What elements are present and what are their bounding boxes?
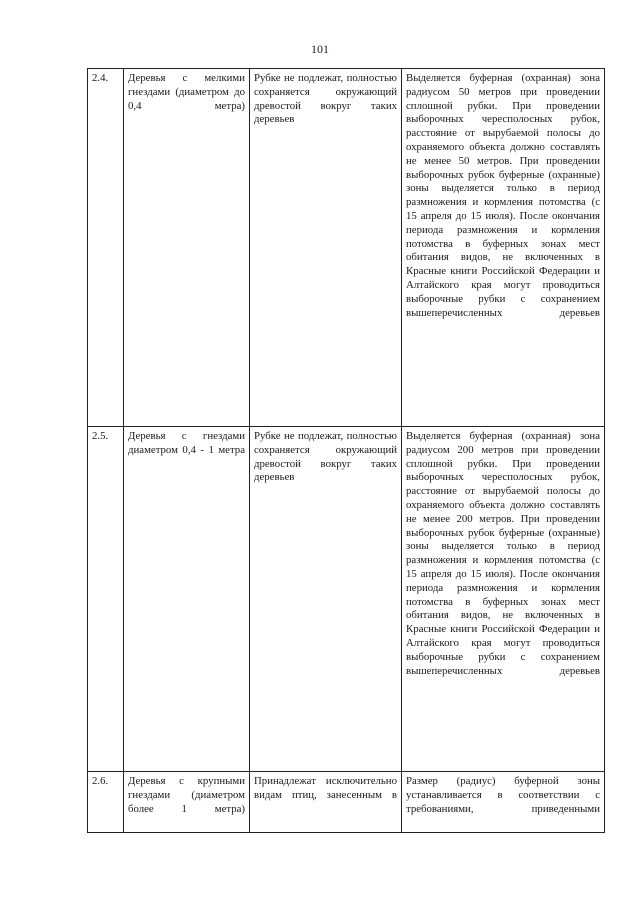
rule-cell: Принадлежат исключительно видам птиц, занесенным в xyxy=(250,772,402,833)
rule-cell: Рубке не подлежат, полностью сохраняется окружающий древостой вокруг таких деревьев xyxy=(250,427,402,772)
object-cell: Деревья с гнездами диаметром 0,4 - 1 метра xyxy=(124,427,250,772)
rule-cell: Рубке не подлежат, полностью сохраняется окружающий древостой вокруг таких деревьев xyxy=(250,69,402,427)
row-number: 2.4. xyxy=(88,69,124,427)
row-number: 2.6. xyxy=(88,772,124,833)
object-cell: Деревья с мелкими гнездами (диаметром до 0,4 метра) xyxy=(124,69,250,427)
requirement-cell: Выделяется буферная (охранная) зона радиусом 50 метров при проведении сплошной рубки. При проведении выборочных чересполосных рубок, расстояние от вырубаемой полосы до охраняемого объекта должно составлять не менее 50 метров. При проведении выборочных рубок буферные (охранные) зоны выделяется только в период размножения и кормления потомства (с 15 апреля до 15 июля). После окончания периода размножения и кормления потомства в буферных зонах мест обитания видов, не включенных в Красные книги Российской Федерации и Алтайского края могут проводиться выборочные рубки с сохранением вышеперечисленных деревьев xyxy=(402,69,605,427)
requirement-cell: Размер (радиус) буферной зоны устанавливается в соответствии с требованиями, приведенными xyxy=(402,772,605,833)
table-row xyxy=(88,427,605,772)
table-row xyxy=(88,69,605,427)
table-row xyxy=(88,772,605,833)
object-cell: Деревья с крупными гнездами (диаметром более 1 метра) xyxy=(124,772,250,833)
row-number: 2.5. xyxy=(88,427,124,772)
page-number: 101 xyxy=(311,42,329,56)
requirement-cell: Выделяется буферная (охранная) зона радиусом 200 метров при проведении сплошной рубки. При проведении выборочных чересполосных рубок, расстояние от вырубаемой полосы до охраняемого объекта должно составлять не менее 200 метров. При проведении выборочных рубок буферные (охранные) зоны выделяется только в период размножения и кормления потомства (с 15 апреля до 15 июля). После окончания периода размножения и кормления потомства в буферных зонах мест обитания видов, не включенных в Красные книги Российской Федерации и Алтайского края могут проводиться выборочные рубки с сохранением вышеперечисленных деревьев xyxy=(402,427,605,772)
species-protection-table xyxy=(87,68,605,833)
